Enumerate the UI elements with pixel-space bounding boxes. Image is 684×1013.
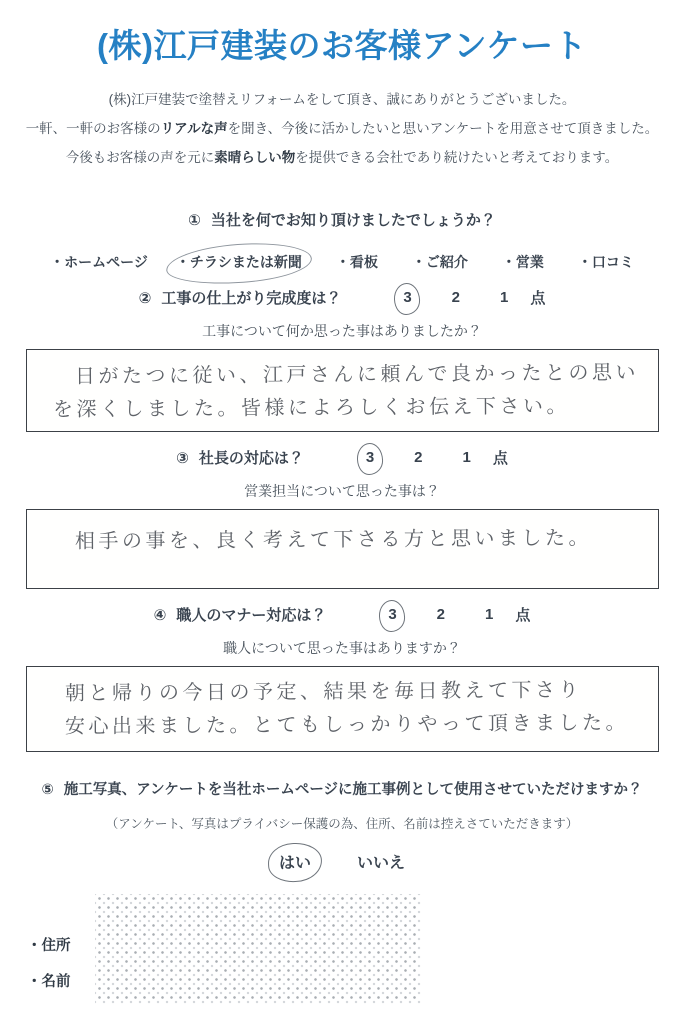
choice-yes: はい	[279, 850, 311, 873]
question-3-score-2: 2	[414, 449, 423, 466]
question-3-subquestion: 営業担当について思った事は？	[244, 483, 440, 499]
question-5	[0, 778, 684, 799]
option-sales: ・営業	[501, 254, 544, 270]
page-title: (株)江戸建装のお客様アンケート	[97, 27, 587, 64]
intro-paragraphs	[0, 93, 684, 165]
privacy-note: （アンケート、写真はプライバシー保護の為、住所、名前は控えさていただきます）	[105, 817, 579, 831]
handwritten-answer-line: 朝と帰りの今日の予定、結果を毎日教えて下さり	[64, 679, 582, 705]
question-1-options	[0, 252, 684, 272]
question-2-subquestion: 工事について何か思った事はありましたか？	[202, 323, 482, 339]
option-word-of-mouth: ・口コミ	[577, 254, 634, 270]
question-4-subquestion: 職人について思った事はありますか？	[223, 640, 461, 656]
option-flyer-newspaper: ・チラシまたは新聞	[175, 254, 302, 270]
question-3-number: ③	[176, 449, 189, 467]
question-1-text: 当社を何でお知り頂けましたでしょうか？	[210, 212, 496, 229]
address-label: ・住所	[27, 938, 71, 954]
option-homepage: ・ホームページ	[50, 254, 148, 270]
intro-line-3: 今後もお客様の声を元に素晴らしい物を提供できる会社であり続けたいと考えております。	[65, 150, 619, 165]
answer-box-craftsmen	[26, 666, 659, 752]
survey-document	[0, 20, 684, 990]
question-5-choices	[0, 850, 684, 873]
footer-fields	[0, 894, 684, 1013]
handwritten-answer-line: を深くしました。皆様によろしくお伝え下さい。	[52, 395, 570, 422]
answer-box-construction	[26, 349, 659, 432]
question-2-unit: 点	[530, 290, 546, 307]
question-3-unit: 点	[492, 450, 508, 467]
privacy-redaction-area	[95, 894, 421, 1004]
handwritten-answer-line: 相手の事を、良く考えて下さる方と思いました。	[74, 527, 592, 553]
question-2-text: 工事の仕上がり完成度は？	[161, 290, 342, 307]
question-3	[0, 447, 684, 468]
question-5-text: 施工写真、アンケートを当社ホームページに施工事例として使用させていただけますか？	[63, 782, 643, 798]
question-1-number: ①	[188, 212, 201, 229]
question-4-text: 職人のマナー対応は？	[176, 607, 327, 624]
name-label: ・名前	[27, 974, 71, 990]
choice-no: いいえ	[357, 855, 406, 872]
question-4-score-3: 3	[388, 606, 397, 623]
question-4-unit: 点	[515, 607, 531, 624]
question-5-number: ⑤	[41, 782, 54, 798]
intro-line-1: (株)江戸建装で塗替えリフォームをして頂き、誠にありがとうございました。	[108, 92, 576, 107]
intro-line-2: 一軒、一軒のお客様のリアルな声を聞き、今後に活かしたいと思いアンケートを用意させて頂きました。	[25, 121, 659, 136]
question-4-number: ④	[153, 606, 167, 624]
handwritten-answer-line: 安心出来ました。とてもしっかりやって頂きました。	[64, 712, 629, 738]
option-referral: ・ご紹介	[411, 254, 468, 270]
question-1	[0, 209, 684, 230]
question-3-text: 社長の対応は？	[198, 450, 304, 467]
answer-box-sales	[26, 509, 659, 589]
question-2-score-1: 1	[500, 289, 509, 306]
question-2-number: ②	[138, 289, 152, 307]
handwritten-answer-line: 日がたつに従い、江戸さんに頼んで良かったとの思い	[74, 361, 639, 388]
question-4-score-2: 2	[436, 606, 446, 623]
question-4	[0, 604, 684, 625]
question-3-score-3: 3	[365, 449, 375, 466]
question-2	[0, 287, 684, 308]
question-3-score-1: 1	[462, 449, 471, 466]
question-2-score-3: 3	[403, 289, 412, 306]
question-4-score-1: 1	[485, 606, 494, 623]
option-signboard: ・看板	[335, 254, 378, 270]
question-2-score-2: 2	[451, 289, 461, 306]
